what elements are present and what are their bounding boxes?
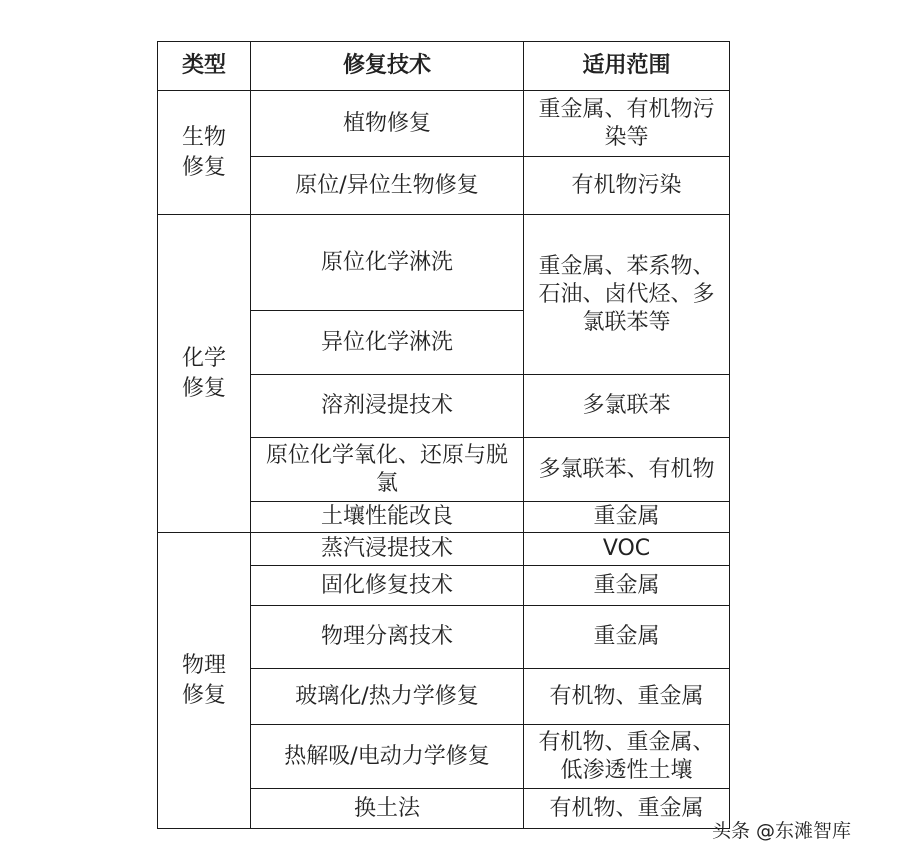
scope-cell: 重金属、有机物污染等 [524,91,730,157]
technique-cell: 植物修复 [251,91,524,157]
technique-cell: 原位/异位生物修复 [251,157,524,215]
scope-cell: 有机物污染 [524,157,730,215]
scope-cell-merged: 重金属、苯系物、石油、卤代烃、多氯联苯等 [524,215,730,375]
technique-cell: 异位化学淋洗 [251,311,524,375]
technique-cell: 土壤性能改良 [251,502,524,533]
header-row [158,42,730,91]
table-row [158,91,730,157]
scope-cell: 有机物、重金属、低渗透性土壤 [524,725,730,789]
table-row [158,533,730,566]
header-technique: 修复技术 [251,42,524,91]
technique-cell: 物理分离技术 [251,606,524,669]
scope-cell: 有机物、重金属 [524,669,730,725]
scope-cell: 重金属 [524,566,730,606]
technique-cell: 溶剂浸提技术 [251,375,524,438]
technique-cell: 原位化学氧化、还原与脱氯 [251,438,524,502]
type-cell-bio: 生物修复 [158,91,251,215]
header-scope: 适用范围 [524,42,730,91]
scope-cell: 多氯联苯 [524,375,730,438]
scope-cell: 重金属 [524,502,730,533]
source-watermark: 头条 @东滩智库 [712,820,852,842]
scope-cell: 有机物、重金属 [524,789,730,829]
type-cell-phys: 物理修复 [158,533,251,829]
technique-cell: 热解吸/电动力学修复 [251,725,524,789]
technique-cell: 蒸汽浸提技术 [251,533,524,566]
scope-cell: 多氯联苯、有机物 [524,438,730,502]
scope-cell: VOC [524,533,730,566]
remediation-table [157,41,730,829]
type-cell-chem: 化学修复 [158,215,251,533]
table-row [158,215,730,311]
scope-cell: 重金属 [524,606,730,669]
technique-cell: 玻璃化/热力学修复 [251,669,524,725]
technique-cell: 换土法 [251,789,524,829]
header-type: 类型 [158,42,251,91]
technique-cell: 固化修复技术 [251,566,524,606]
technique-cell: 原位化学淋洗 [251,215,524,311]
